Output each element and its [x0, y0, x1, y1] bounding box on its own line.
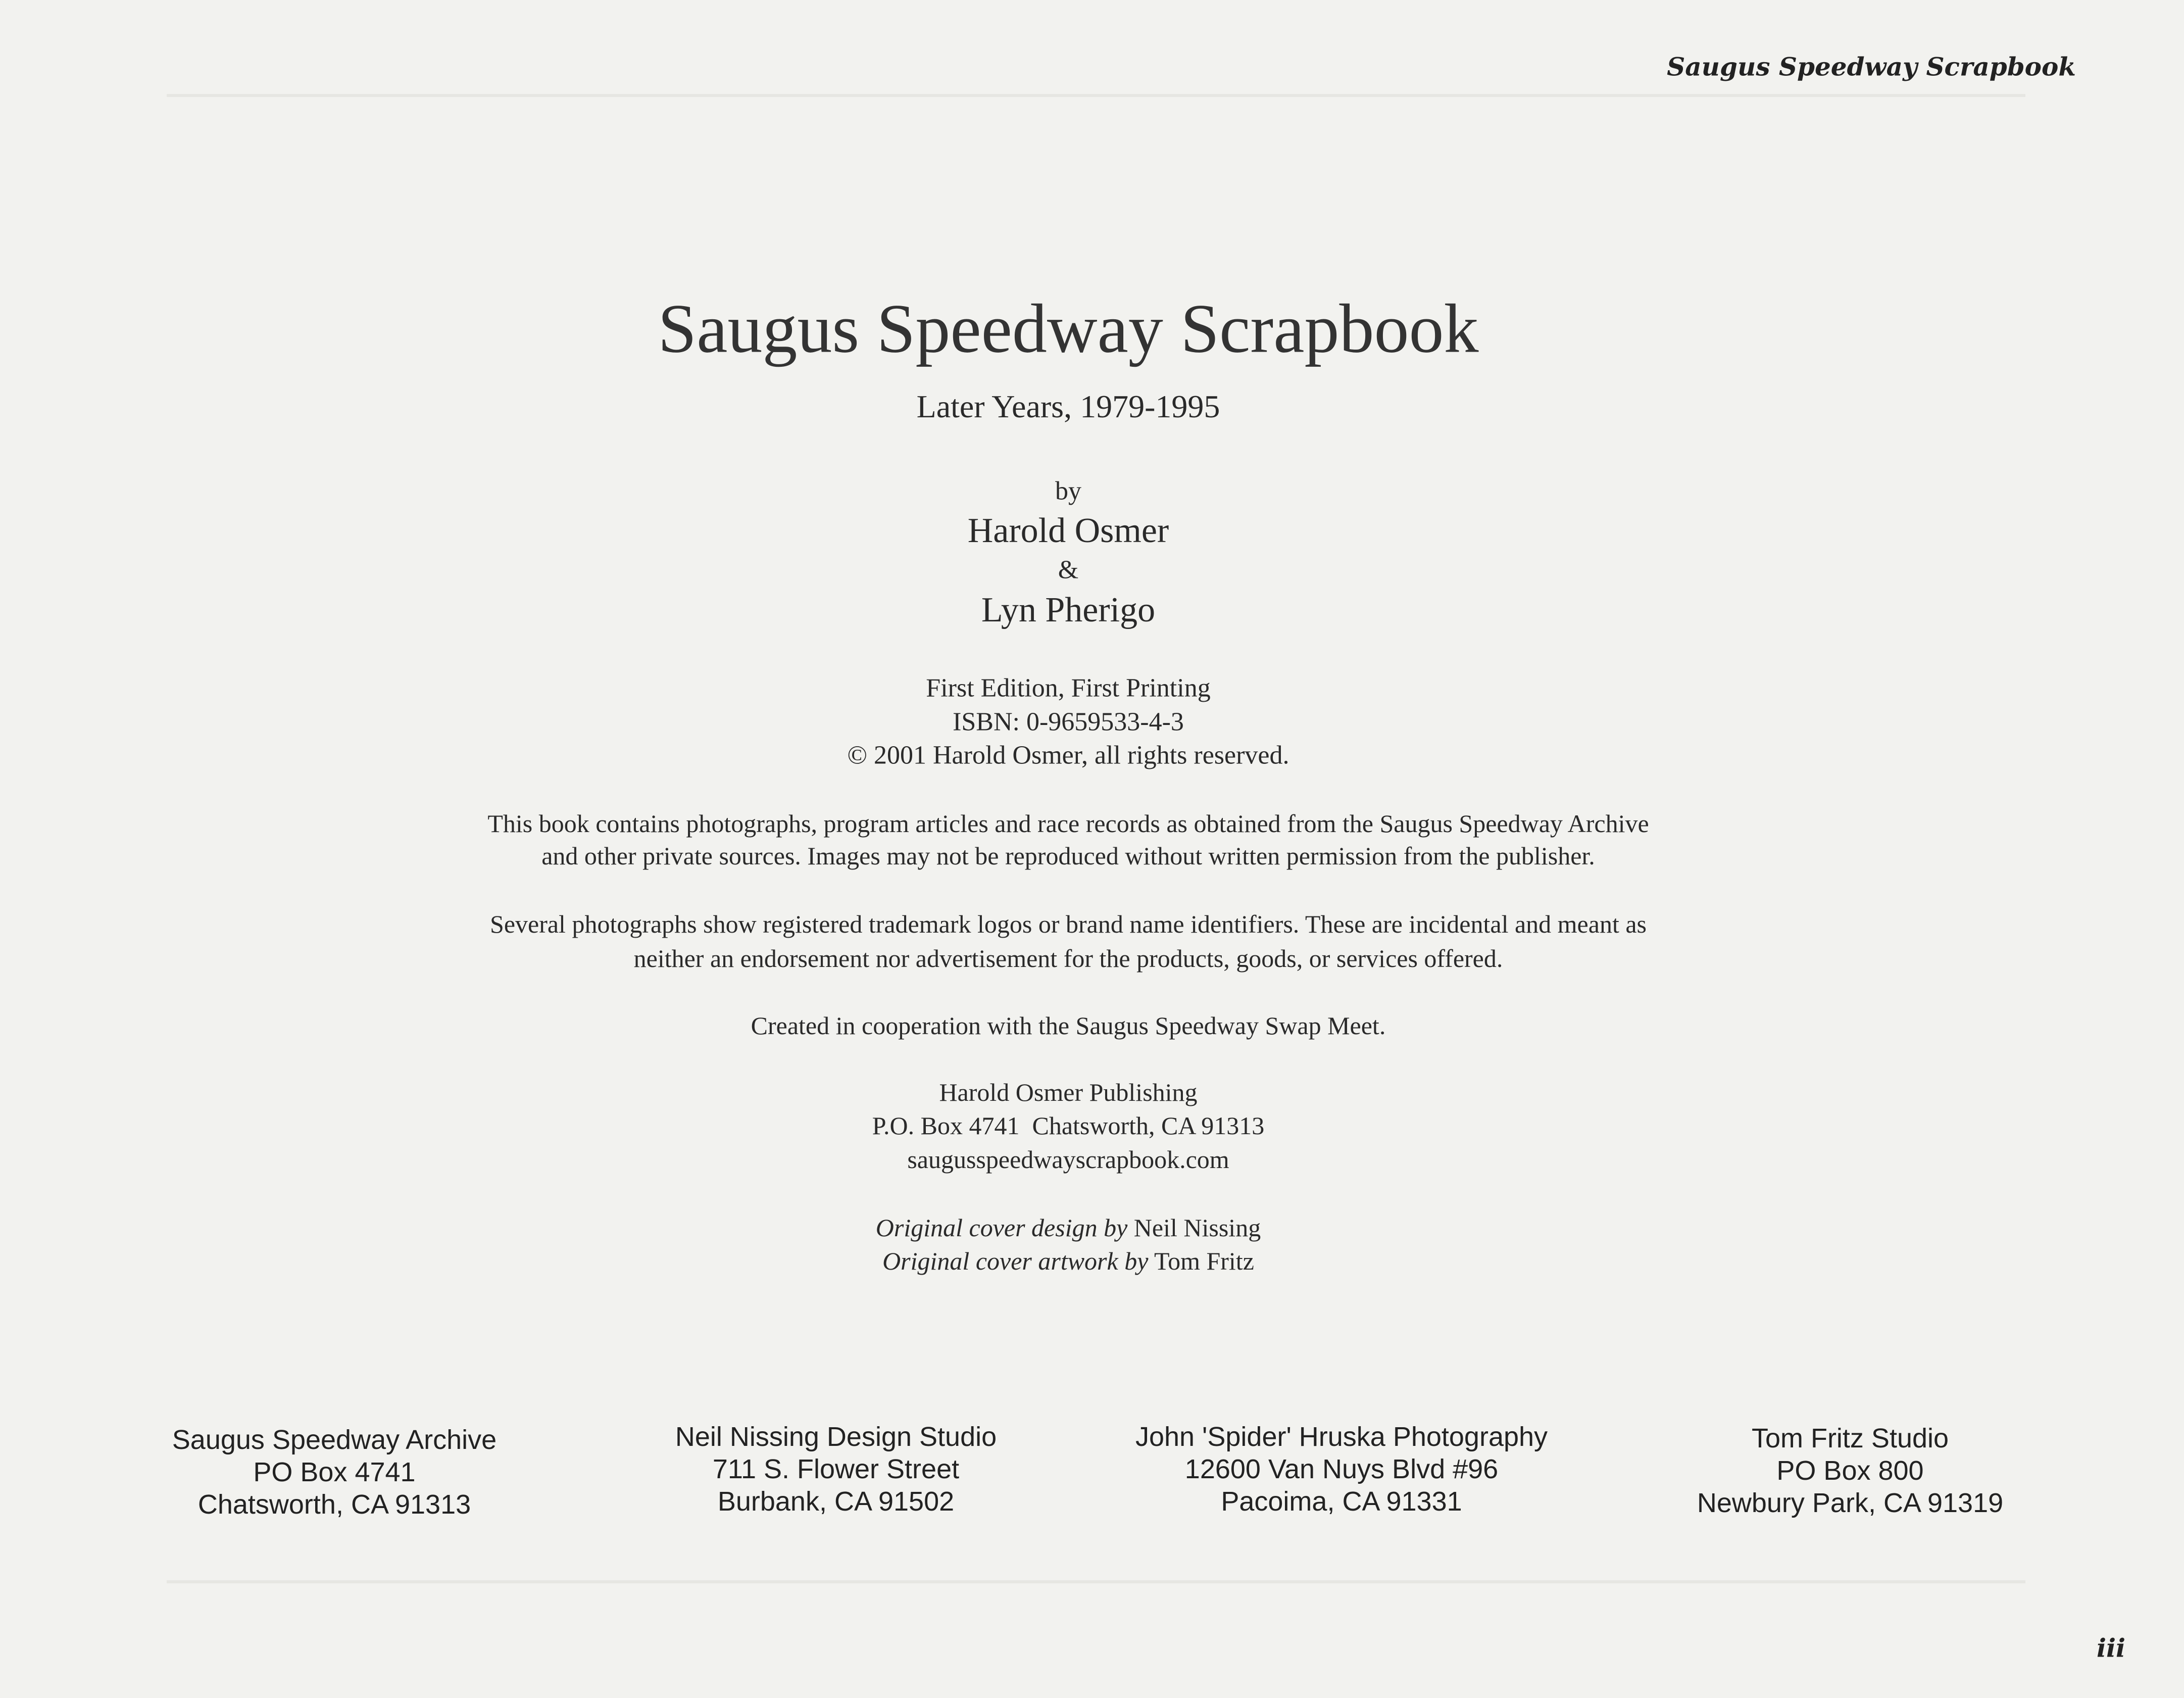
- subtitle: Later Years, 1979-1995: [916, 389, 1220, 424]
- credit-label: Original cover artwork by: [882, 1247, 1149, 1275]
- credit-cover-artwork: [0, 1246, 2137, 1276]
- credit-cover-design: [0, 1213, 2137, 1242]
- paragraph-2-line: neither an endorsement nor advertisement for the products, goods, or services offered.: [633, 944, 1503, 973]
- credit-label: Original cover design by: [875, 1214, 1128, 1242]
- address-tom-fritz-studio: [1697, 1422, 2003, 1519]
- address-line: Neil Nissing Design Studio: [675, 1422, 997, 1452]
- paragraph-1-line: This book contains photographs, program articles and race records as obtained from the Saugus Speedway Archive: [487, 809, 1649, 838]
- author-2: Lyn Pherigo: [981, 591, 1156, 629]
- paragraph-1-line: and other private sources. Images may not be reproduced without written permission from the publisher.: [541, 842, 1595, 870]
- publisher-website: saugusspeedwayscrapbook.com: [907, 1145, 1229, 1174]
- credit-name: Neil Nissing: [1133, 1214, 1261, 1242]
- address-line: Tom Fritz Studio: [1751, 1423, 1949, 1453]
- publisher-name: Harold Osmer Publishing: [939, 1078, 1198, 1106]
- address-neil-nissing-design: [675, 1421, 997, 1518]
- book-title: Saugus Speedway Scrapbook: [658, 289, 1479, 367]
- by-label: by: [1055, 476, 1081, 506]
- address-line: John 'Spider' Hruska Photography: [1135, 1422, 1548, 1452]
- running-head: Saugus Speedway Scrapbook: [1667, 52, 2076, 82]
- address-line: Chatsworth, CA 91313: [197, 1489, 471, 1520]
- bottom-rule: [167, 1580, 2025, 1583]
- cooperation-note: Created in cooperation with the Saugus Speedway Swap Meet.: [751, 1011, 1386, 1040]
- address-line: Pacoima, CA 91331: [1221, 1486, 1462, 1517]
- address-line: PO Box 800: [1776, 1456, 1924, 1486]
- address-saugus-speedway-archive: [172, 1424, 497, 1521]
- address-hruska-photography: [1135, 1421, 1548, 1518]
- isbn-line: ISBN: 0-9659533-4-3: [953, 707, 1184, 737]
- page-number: iii: [2097, 1633, 2125, 1663]
- edition-line: First Edition, First Printing: [926, 673, 1211, 703]
- publisher-address: P.O. Box 4741 Chatsworth, CA 91313: [872, 1111, 1265, 1140]
- address-line: 711 S. Flower Street: [712, 1454, 960, 1484]
- address-line: Newbury Park, CA 91319: [1697, 1488, 2004, 1518]
- address-line: Saugus Speedway Archive: [172, 1425, 497, 1455]
- copyright-line: © 2001 Harold Osmer, all rights reserved.: [847, 741, 1289, 770]
- address-line: 12600 Van Nuys Blvd #96: [1184, 1454, 1499, 1484]
- top-rule: [167, 94, 2025, 97]
- credit-name: Tom Fritz: [1154, 1247, 1254, 1275]
- paragraph-2-line: Several photographs show registered trademark logos or brand name identifiers. These are incidental and meant as: [490, 910, 1647, 938]
- address-line: PO Box 4741: [253, 1457, 416, 1487]
- address-line: Burbank, CA 91502: [717, 1486, 955, 1517]
- ampersand: &: [1058, 555, 1079, 585]
- author-1: Harold Osmer: [967, 511, 1169, 550]
